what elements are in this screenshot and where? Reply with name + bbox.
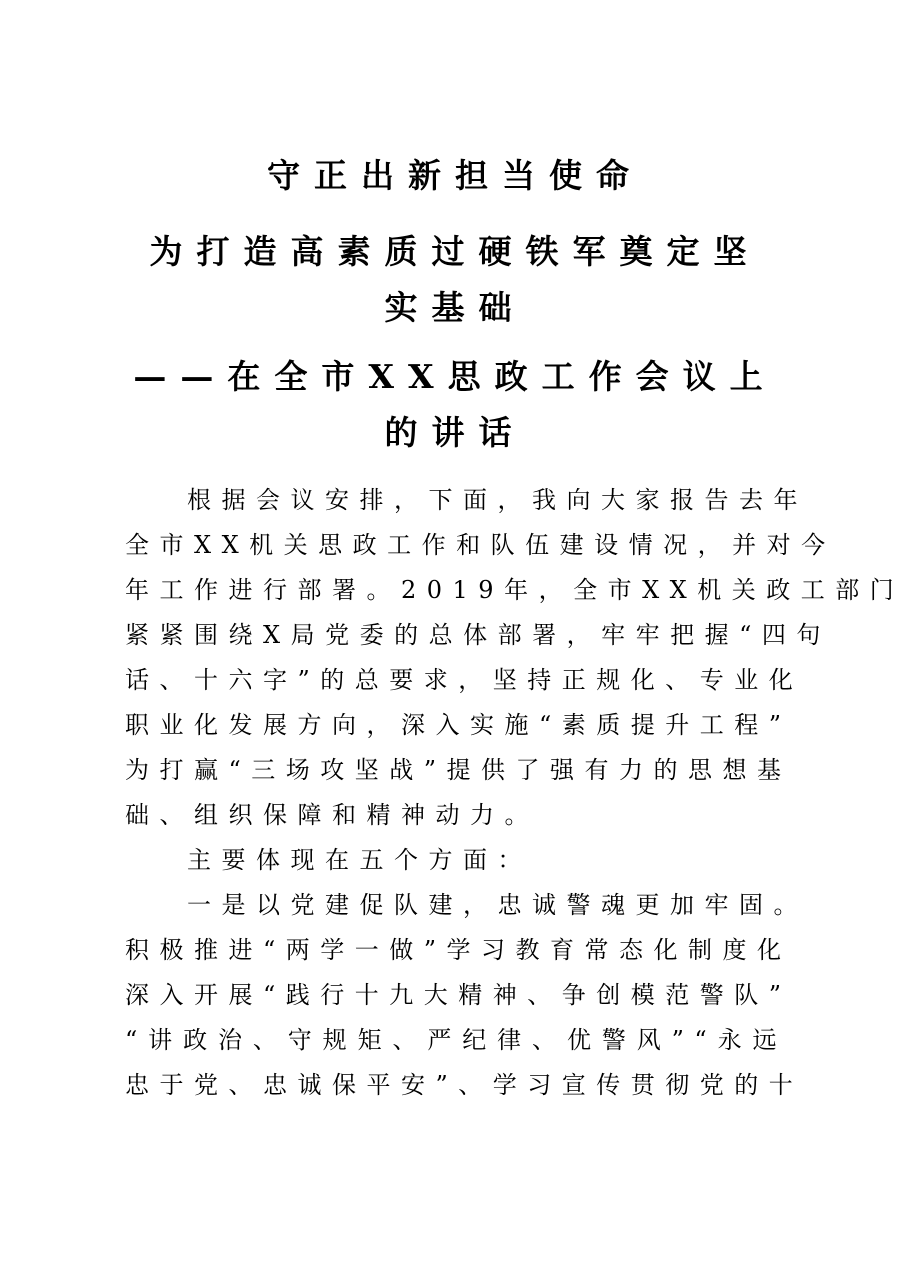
body-line: 积极推进“两学一做”学习教育常态化制度化: [125, 936, 792, 964]
subtitle-line-2: 实基础: [384, 288, 526, 327]
body-line: 忠于党、忠诚保平安”、学习宣传贯彻党的十: [125, 1071, 804, 1099]
document-title: [125, 146, 785, 206]
document-speech-heading: [125, 349, 785, 461]
body-line: 话、十六字”的总要求，坚持正规化、专业化: [125, 666, 804, 694]
speech-heading-line-1: ——在全市XX思政工作会议上: [133, 357, 777, 396]
document-body: [125, 478, 905, 1108]
body-line: 为打赢“三场攻坚战”提供了强有力的思想基: [125, 756, 792, 784]
subtitle-line-1: 为打造高素质过硬铁军奠定坚: [149, 232, 761, 271]
speech-heading-line-2: 的讲话: [384, 413, 526, 452]
body-line: 础、组织保障和精神动力。: [125, 801, 539, 829]
body-line: 主要体现在五个方面：: [187, 846, 532, 874]
body-line: “讲政治、守规矩、严纪律、优警风”“永远: [125, 1026, 787, 1054]
body-line: 全市XX机关思政工作和队伍建设情况，并对今: [125, 531, 836, 559]
title-line-1: 守正出新担当使命: [267, 156, 643, 195]
body-line: 职业化发展方向，深入实施“素质提升工程”: [125, 711, 792, 739]
body-line: 一是以党建促队建，忠诚警魂更加牢固。: [187, 891, 808, 919]
body-line: 深入开展“践行十九大精神、争创模范警队”: [125, 981, 792, 1009]
body-line: 紧紧围绕X局党委的总体部署，牢牢把握“四句: [125, 621, 831, 649]
document-subtitle: [125, 224, 785, 336]
body-line: 根据会议安排，下面，我向大家报告去年: [187, 486, 808, 514]
body-line: 年工作进行部署。2019年，全市XX机关政工部门: [125, 576, 905, 604]
